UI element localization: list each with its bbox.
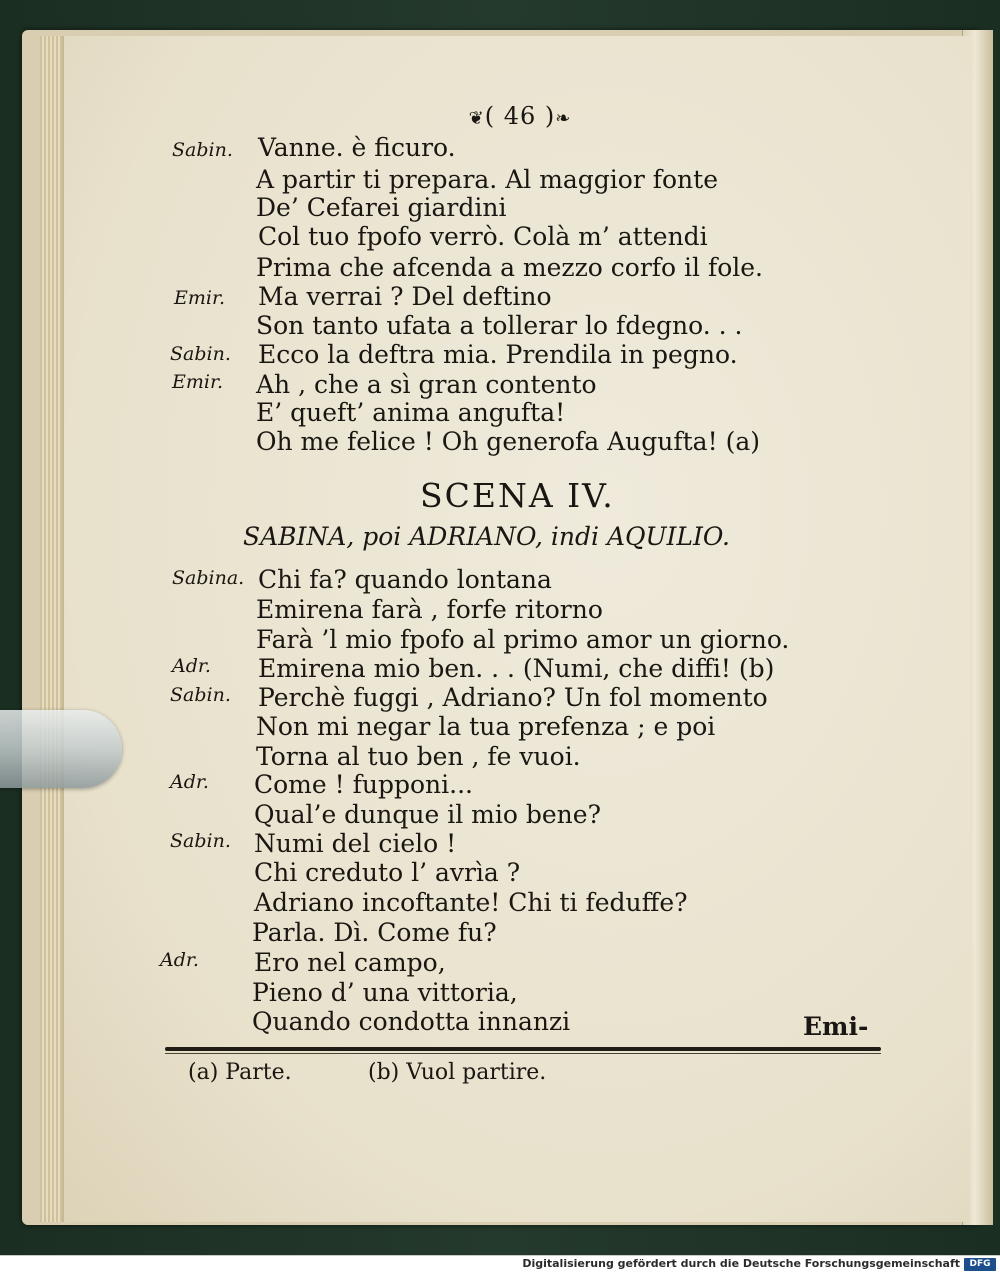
- verse-line: Pieno d’ una vittoria,: [252, 978, 518, 1007]
- footnote: (a) Parte.: [188, 1060, 292, 1085]
- verse-line: Farà ’l mio fpofo al primo amor un giorno.: [256, 625, 790, 654]
- verse-line: A partir ti prepara. Al maggior fonte: [256, 165, 718, 194]
- ornament-left: ❦: [468, 108, 485, 129]
- verse-line: Col tuo fpofo verrò. Colà m’ attendi: [258, 222, 708, 251]
- catchword: Emi-: [803, 1012, 869, 1041]
- verse-line: Chi creduto l’ avrìa ?: [254, 858, 521, 887]
- verse-line: Emirena farà , forfe ritorno: [256, 595, 603, 624]
- verse-line: Emirena mio ben. . . (Numi, che diffi! (b): [258, 654, 775, 683]
- footnote-rule-thin: [165, 1053, 881, 1054]
- page-number: ( 46 ): [484, 102, 556, 130]
- verse-line: Come ! fupponi...: [254, 770, 473, 799]
- speaker-label: Emir.: [172, 371, 223, 393]
- verse-line: Qual’e dunque il mio bene?: [254, 800, 601, 829]
- verse-line: E’ queft’ anima angufta!: [256, 398, 566, 427]
- verse-line: Ah , che a sì gran contento: [256, 370, 597, 399]
- footnote-rule: [165, 1047, 881, 1051]
- speaker-label: Sabin.: [170, 830, 231, 852]
- verse-line: De’ Cefarei giardini: [256, 193, 507, 222]
- speaker-label: Adr.: [170, 771, 209, 793]
- speaker-label: Sabin.: [170, 343, 231, 365]
- funding-credit: Digitalisierung gefördert durch die Deutsche Forschungsgemeinschaft: [522, 1257, 960, 1270]
- verse-line: Numi del cielo !: [254, 829, 457, 858]
- ornament-right: ❧: [555, 108, 572, 129]
- verse-line: Oh me felice ! Oh generofa Augufta! (a): [256, 427, 760, 456]
- speaker-label: Sabin.: [172, 139, 233, 161]
- verse-line: Ma verrai ? Del deftino: [258, 282, 552, 311]
- scene-characters: SABINA, poi ADRIANO, indi AQUILIO.: [243, 522, 730, 551]
- speaker-label: Adr.: [172, 655, 211, 677]
- verse-line: Ecco la deftra mia. Prendila in pegno.: [258, 340, 738, 369]
- verse-line: Parla. Dì. Come fu?: [252, 918, 497, 947]
- verse-line: Son tanto ufata a tollerar lo fdegno. . .: [256, 311, 743, 340]
- speaker-label: Sabin.: [170, 684, 231, 706]
- page-header: [420, 102, 620, 130]
- scene-title: SCENA IV.: [420, 476, 615, 515]
- verse-line: Torna al tuo ben , fe vuoi.: [256, 742, 581, 771]
- verse-line: Chi fa? quando lontana: [258, 565, 552, 594]
- verse-line: Ero nel campo,: [254, 948, 446, 977]
- verse-line: Quando condotta innanzi: [252, 1007, 571, 1036]
- digitization-footer: [0, 1255, 1000, 1274]
- verse-line: Vanne. è ficuro.: [258, 133, 456, 162]
- verse-line: Non mi negar la tua prefenza ; e poi: [256, 712, 716, 741]
- speaker-label: Sabina.: [172, 567, 245, 589]
- verse-line: Adriano incoftante! Chi ti feduffe?: [254, 888, 688, 917]
- dfg-logo: DFG: [964, 1258, 996, 1271]
- speaker-label: Adr.: [160, 949, 199, 971]
- footnote: (b) Vuol partire.: [368, 1060, 547, 1085]
- verse-line: Perchè fuggi , Adriano? Un fol momento: [258, 683, 768, 712]
- verse-line: Prima che afcenda a mezzo corfo il fole.: [256, 253, 764, 282]
- speaker-label: Emir.: [174, 287, 225, 309]
